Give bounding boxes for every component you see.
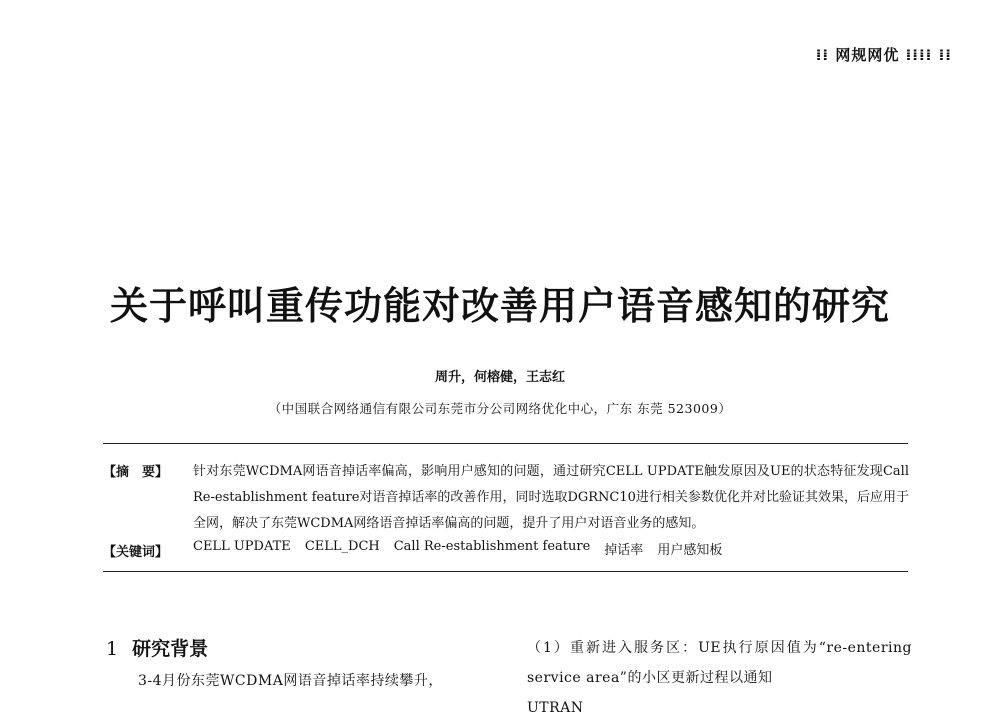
keywords-list [193, 539, 722, 558]
section-number: 1 [106, 638, 119, 660]
paper-title: 关于呼叫重传功能对改善用户语音感知的研究 [109, 284, 890, 328]
right-column-cut-line: UTRAN [527, 700, 584, 716]
keyword: 用户感知板 [657, 543, 723, 558]
right-column-text: （1）重新进入服务区：UE执行原因值为“re-entering service area”的小区更新过程以通知 [527, 640, 912, 686]
section-title: 研究背景 [132, 638, 209, 660]
paper-authors: 周升，何榕健，王志红 [434, 370, 565, 385]
paper-affiliation: （中国联合网络通信有限公司东莞市分公司网络优化中心，广东 东莞 523009） [268, 401, 732, 416]
keywords-label: 【关键词】 [103, 545, 169, 560]
keyword: Call Re-establishment feature [393, 539, 591, 554]
column-tag: ⁞⁞ 网规网优 ⁞⁞⁞⁞ ⁞⁞ [815, 46, 952, 64]
left-column-paragraph: 3-4月份东莞WCDMA网语音掉话率持续攀升， [138, 673, 443, 689]
keyword: CELL_DCH [304, 539, 380, 554]
section-heading [106, 634, 208, 661]
keyword: CELL UPDATE [193, 539, 291, 554]
abstract-label: 【摘 要】 [103, 465, 169, 480]
keyword: 掉话率 [604, 543, 644, 558]
abstract-text: 针对东莞WCDMA网语音掉话率偏高，影响用户感知的问题，通过研究CELL UPDATE触发原因及UE的状态特征发现Call Re-establishment feature对语音掉话率的改善作用，同时选取DGRNC10进行相关参数优化并对比验证其效果，后应用于全网，解决了东莞WCDMA网络语音掉话率偏高的问题，提升了用户对语音业务的感知。 [193, 464, 909, 531]
right-column-paragraph [527, 633, 912, 716]
abstract-top-rule [103, 443, 908, 444]
abstract-bottom-rule [103, 571, 908, 572]
